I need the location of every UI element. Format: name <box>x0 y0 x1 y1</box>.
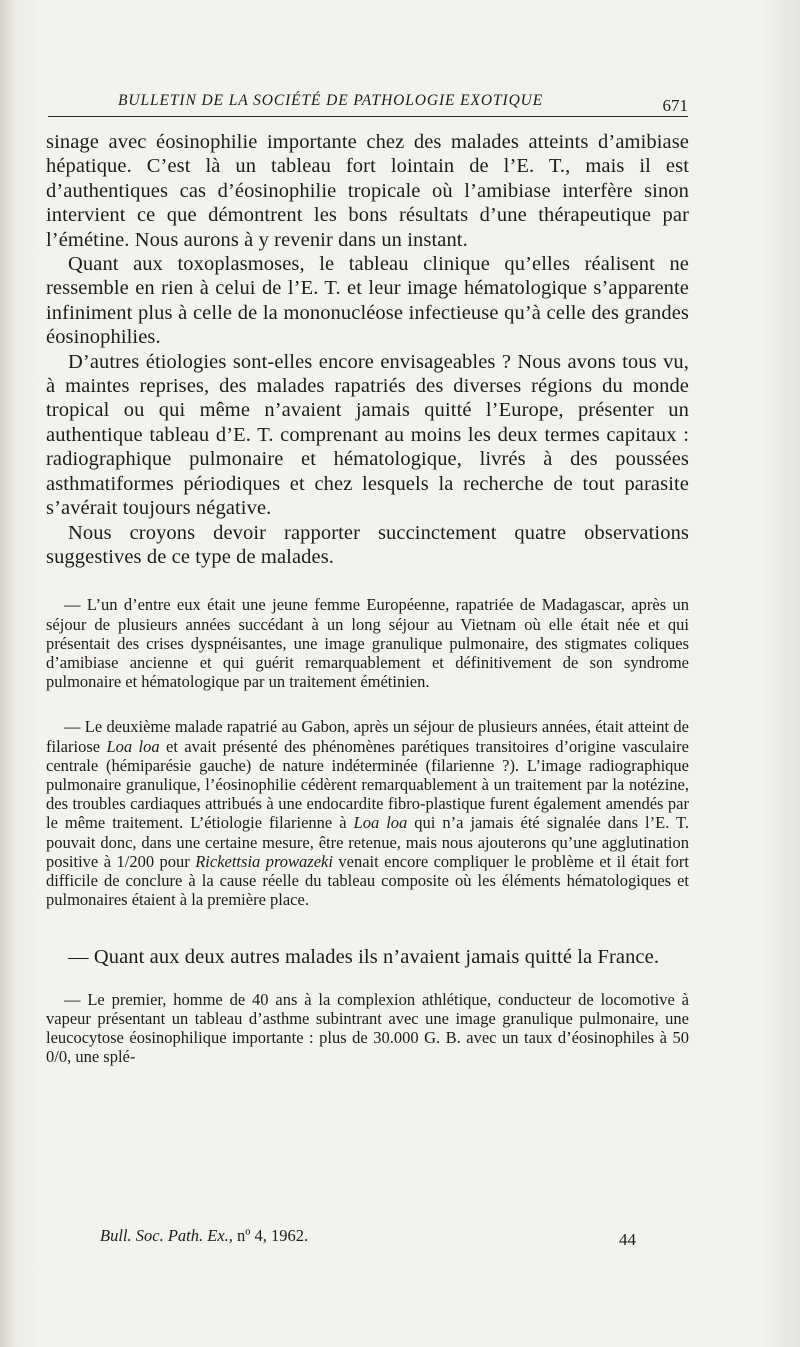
case-two-text-a: — Le deuxième malade rapatrié au Gabon, après un séjour de plusieurs années, était atteint de filariose <box>46 717 689 756</box>
case-two-text-d: venait encore compliquer le problème et il était fort difficile de conclure à la cause réelle du tableau composite où les éléments hématologiques et pulmonaires étaient à la première place. <box>46 851 689 910</box>
paragraph-observations-intro: Nous croyons devoir rapporter succinctement quatre observations suggestives de ce type de malades. <box>46 521 689 568</box>
case-two-text-c: qui n’a jamais été signalée dans l’E. T. pouvait donc, dans une certaine mesure, être retenue, mais nous ajouterons qu’une agglutination positive à 1/200 pour <box>46 813 689 871</box>
rickettsia-term: Rickettsia prowazeki <box>195 851 333 871</box>
citation-issue: nº 4, 1962. <box>232 1226 309 1245</box>
running-title: BULLETIN DE LA SOCIÉTÉ DE PATHOLOGIE EXOTIQUE <box>118 92 544 109</box>
journal-citation <box>100 1226 308 1246</box>
case-three-paragraph: — Le premier, homme de 40 ans à la complexion athlétique, conducteur de locomotive à vapeur présentant un tableau d’asthme subintrant avec une image granulique pulmonaire, une leucocytose éosinophilique importante : plus de 30.000 G. B. avec un taux d’éosinophiles à 50 0/0, une splé- <box>46 989 689 1067</box>
citation-journal: Bull. Soc. Path. Ex., <box>100 1226 233 1245</box>
case-two-text-b: et avait présenté des phénomènes parétiques transitoires d’origine vasculaire centrale (hémiparésie gauche) de nature indéterminée (filarienne ?). L’image radiographique pulmonaire granulique, l’éosinophilie cédèrent remarquablement à un traitement par la notézine, des troubles cardiaques attribués à une endocardite fibro-plastique furent également amendés par le même traitement. L’étiologie filarienne à <box>46 736 689 833</box>
paragraph-other-etiologies: D’autres étiologies sont-elles encore envisageables ? Nous avons tous vu, à maintes reprises, des malades rapatriés des diverses régions du monde tropical ou qui même n’avaient jamais quitté l’Europe, présenter un authentique tableau d’E. T. comprenant au moins les deux termes capitaux : radiographique pulmonaire et hématologique, livrés à des poussées asthmatiformes périodiques et chez lesquels la recherche de tout parasite s’avérait toujours négative. <box>46 350 689 520</box>
page-header <box>48 92 688 117</box>
signature-mark: 44 <box>619 1230 636 1249</box>
paragraph-amibiase: sinage avec éosinophilie importante chez des malades atteints d’amibiase hépatique. C’est là un tableau fort lointain de l’E. T., mais il est d’authentiques cas d’éosinophilie tropicale où l’amibiase interfère sinon intervient ce que démontrent les bons résultats d’une thérapeutique par l’émétine. Nous aurons à y revenir dans un instant. <box>46 131 689 251</box>
loa-loa-term: Loa loa <box>106 736 160 756</box>
loa-loa-term-2: Loa loa <box>353 813 408 833</box>
page-number: 671 <box>662 96 688 115</box>
paragraph-two-other-patients: — Quant aux deux autres malades ils n’avaient jamais quitté la France. <box>68 946 660 969</box>
case-two-paragraph <box>46 717 689 909</box>
page-footer <box>100 1226 636 1250</box>
case-one-paragraph: — L’un d’entre eux était une jeune femme Européenne, rapatriée de Madagascar, après un séjour de plusieurs années succédant à un long séjour au Vietnam où elle était née et qui présentait des crises dyspnéisantes, une image granulique pulmonaire, des stigmates coliques d’amibiase ancienne et qui guérit remarquablement et définitivement de son syndrome pulmonaire et hématologique par un traitement émétinien. <box>46 595 689 692</box>
paragraph-toxoplasmoses: Quant aux toxoplasmoses, le tableau clinique qu’elles réalisent ne ressemble en rien à celui de l’E. T. et leur image hématologique s’apparente infiniment plus à celle de la mononucléose infectieuse qu’à celle des grandes éosinophilies. <box>46 253 689 349</box>
page-body <box>46 130 689 1067</box>
